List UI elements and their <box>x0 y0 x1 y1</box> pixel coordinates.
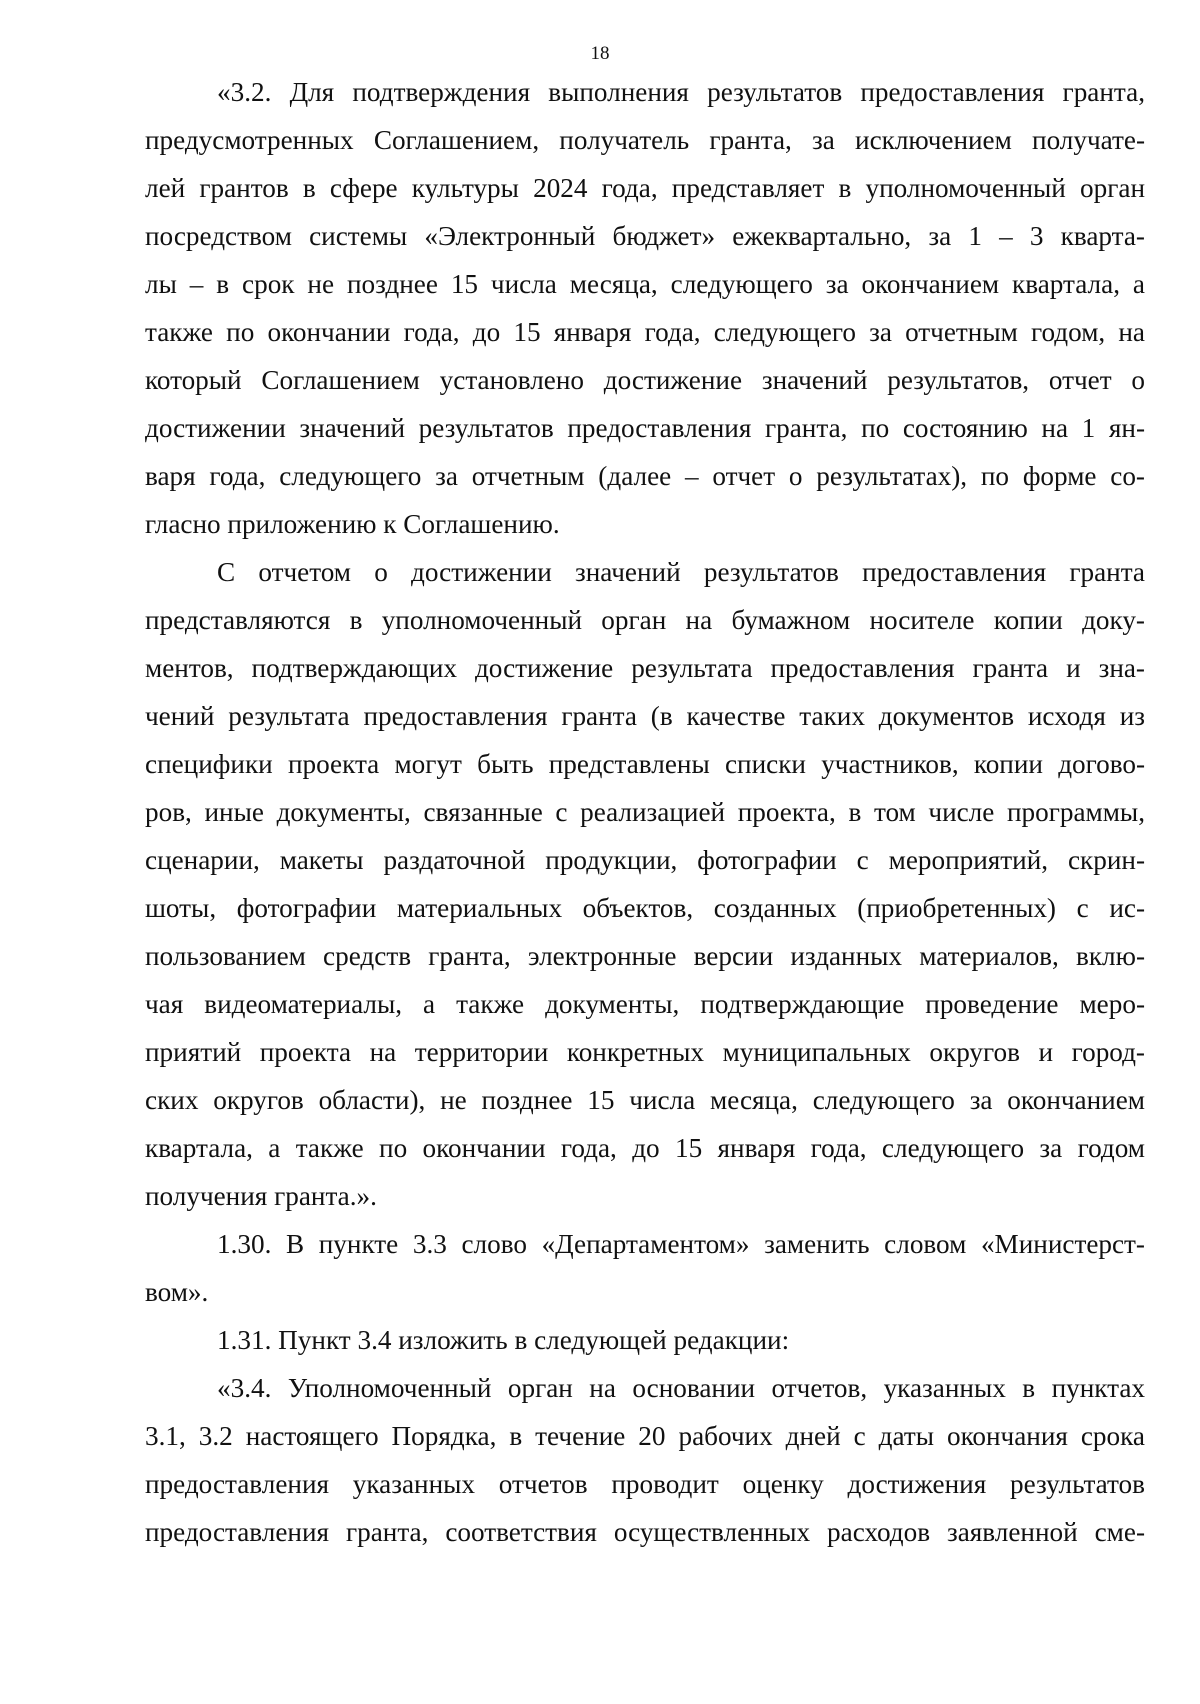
page-number: 18 <box>590 43 610 64</box>
text-line: квартала, а также по окончании года, до 15 января года, следующего за годом <box>145 1133 1145 1163</box>
text-line: гласно приложению к Соглашению. <box>145 509 560 539</box>
text-line: предоставления указанных отчетов проводит оценку достижения результатов <box>145 1469 1145 1499</box>
text-line: варя года, следующего за отчетным (далее – отчет о результатах), по форме со- <box>145 461 1145 491</box>
text-line: 1.30. В пункте 3.3 слово «Департаментом» заменить словом «Министерст- <box>217 1229 1145 1259</box>
text-line: шоты, фотографии материальных объектов, созданных (приобретенных) с ис- <box>145 893 1145 923</box>
text-line: предоставления гранта, соответствия осуществленных расходов заявленной сме- <box>145 1517 1145 1547</box>
text-line: лей грантов в сфере культуры 2024 года, представляет в уполномоченный орган <box>145 173 1145 203</box>
text-line: ских округов области), не позднее 15 числа месяца, следующего за окончанием <box>145 1085 1145 1115</box>
text-line: представляются в уполномоченный орган на бумажном носителе копии доку- <box>145 605 1145 635</box>
text-line: «3.4. Уполномоченный орган на основании отчетов, указанных в пунктах <box>217 1373 1145 1403</box>
text-line: чений результата предоставления гранта (в качестве таких документов исходя из <box>145 701 1145 731</box>
text-line: чая видеоматериалы, а также документы, подтверждающие проведение меро- <box>145 989 1145 1019</box>
text-line: который Соглашением установлено достижение значений результатов, отчет о <box>145 365 1145 395</box>
text-line: специфики проекта могут быть представлены списки участников, копии догово- <box>145 749 1145 779</box>
text-line: ров, иные документы, связанные с реализацией проекта, в том числе программы, <box>145 797 1145 827</box>
text-line: вом». <box>145 1277 209 1307</box>
text-line: ментов, подтверждающих достижение результата предоставления гранта и зна- <box>145 653 1145 683</box>
text-line: получения гранта.». <box>145 1181 377 1211</box>
text-line: предусмотренных Соглашением, получатель гранта, за исключением получате- <box>145 125 1145 155</box>
text-line: 3.1, 3.2 настоящего Порядка, в течение 20 рабочих дней с даты окончания срока <box>145 1421 1145 1451</box>
text-line: сценарии, макеты раздаточной продукции, фотографии с мероприятий, скрин- <box>145 845 1145 875</box>
text-line: 1.31. Пункт 3.4 изложить в следующей редакции: <box>217 1325 790 1355</box>
text-line: достижении значений результатов предоставления гранта, по состоянию на 1 ян- <box>145 413 1145 443</box>
text-line: также по окончании года, до 15 января года, следующего за отчетным годом, на <box>145 317 1145 347</box>
text-line: пользованием средств гранта, электронные версии изданных материалов, вклю- <box>145 941 1145 971</box>
text-line: посредством системы «Электронный бюджет» ежеквартально, за 1 – 3 кварта- <box>145 221 1145 251</box>
text-line: «3.2. Для подтверждения выполнения результатов предоставления гранта, <box>217 77 1145 107</box>
text-line: приятий проекта на территории конкретных муниципальных округов и город- <box>145 1037 1145 1067</box>
document-text <box>145 68 1145 1556</box>
text-line: С отчетом о достижении значений результатов предоставления гранта <box>217 557 1145 587</box>
text-line: лы – в срок не позднее 15 числа месяца, следующего за окончанием квартала, а <box>145 269 1145 299</box>
